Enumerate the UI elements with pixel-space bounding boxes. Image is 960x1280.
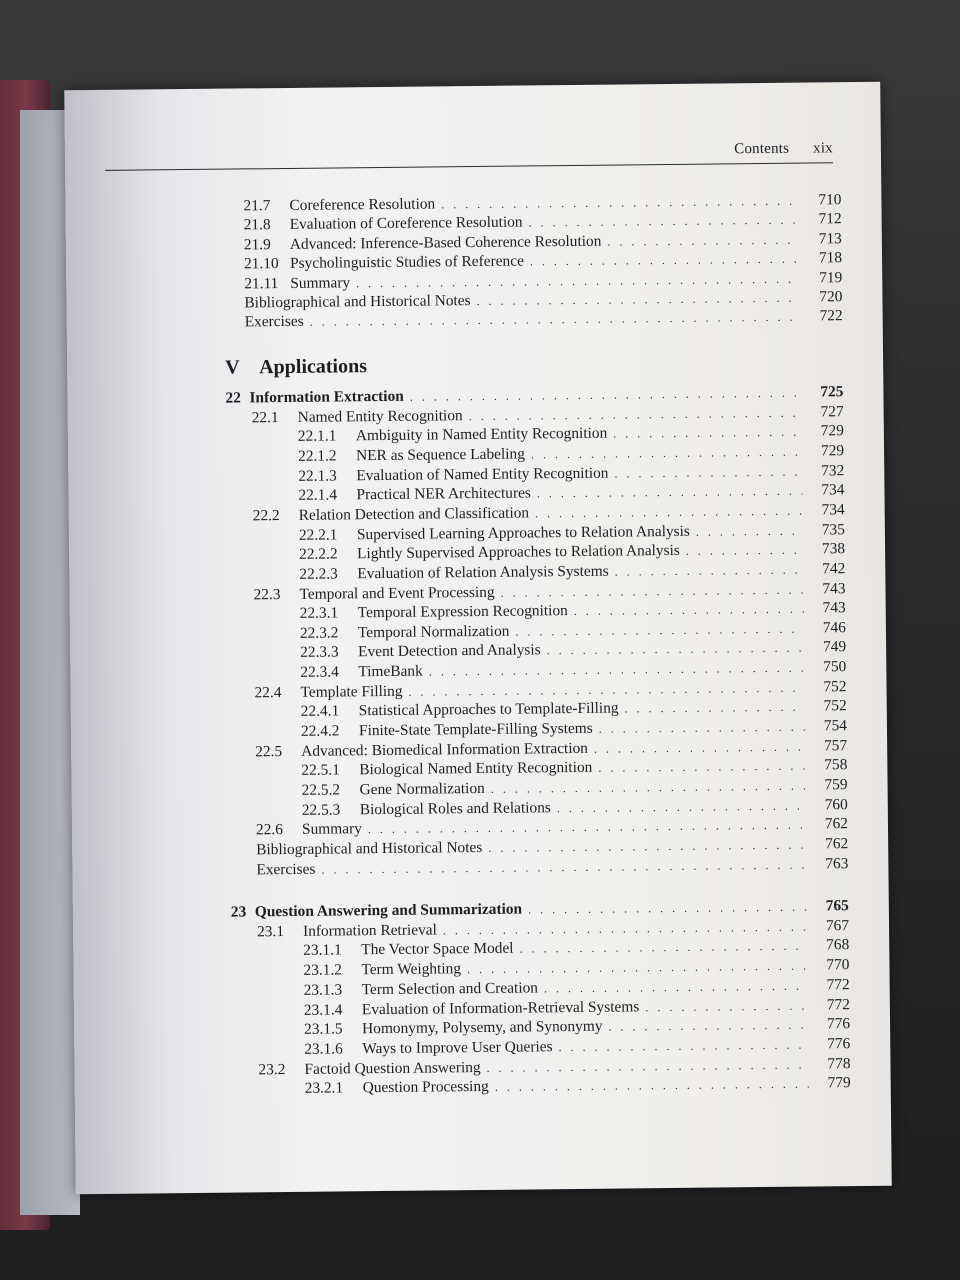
entry-page: 765 [825, 897, 849, 915]
entry-page: 779 [827, 1074, 851, 1092]
entry-number: 22.4 [254, 683, 282, 702]
entry-title: Ways to Improve User Queries [362, 1038, 553, 1058]
entry-number: 21.11 [244, 274, 279, 293]
entry-title: Question Processing [362, 1078, 489, 1097]
entry-page: 743 [822, 599, 846, 617]
entry-page: 732 [821, 461, 845, 479]
entry-title: Biological Roles and Relations [359, 798, 551, 818]
entry-page: 729 [820, 422, 844, 440]
leader-dots [321, 854, 806, 879]
entry-number: 22.5 [255, 742, 283, 761]
entry-number: 22.2 [252, 506, 280, 525]
entry-number: 22.1 [251, 408, 279, 426]
entry-title: Evaluation of Named Entity Recognition [356, 464, 609, 484]
entry-title: NER as Sequence Labeling [355, 445, 525, 465]
entry-page: 719 [819, 268, 843, 287]
entry-title: Statistical Approaches to Template-Filling [358, 699, 619, 720]
entry-number: 22.3 [253, 585, 281, 603]
entry-page: 759 [824, 776, 848, 794]
entry-title: Evaluation of Information-Retrieval Systems [361, 997, 640, 1018]
part-number: V [225, 356, 240, 379]
entry-page: 729 [820, 442, 845, 460]
entry-number: 23 [230, 903, 247, 921]
entry-page: 734 [821, 501, 845, 519]
entry-number: 23.1.3 [303, 981, 343, 999]
entry-page: 738 [821, 540, 846, 558]
leader-dots [608, 1015, 808, 1037]
entry-title: Template Filling [300, 682, 403, 701]
entry-number: 23.2 [258, 1060, 286, 1078]
entry-number: 22.5.3 [301, 801, 341, 819]
entry-number: 23.1.1 [303, 941, 342, 960]
entry-number: 22.4.2 [300, 722, 340, 740]
book-page [64, 82, 892, 1194]
entry-page: 722 [819, 307, 843, 325]
entry-number: 23.1.4 [303, 1000, 343, 1019]
entry-number: 22 [225, 389, 241, 407]
entry-page: 772 [826, 995, 850, 1013]
entry-page: 749 [822, 638, 847, 656]
leader-dots [310, 307, 801, 332]
entry-number: 23.1 [256, 922, 285, 941]
entry-number: 22.3.1 [299, 604, 339, 623]
entry-number: 23.2.1 [304, 1079, 344, 1098]
entry-page: 718 [818, 249, 843, 267]
entry-title: Information Retrieval [302, 921, 437, 940]
entry-number: 21.9 [243, 235, 271, 254]
entry-number: 22.3.4 [300, 663, 339, 681]
entry-number: 22.1.4 [298, 486, 338, 505]
entry-title: Temporal Expression Recognition [357, 602, 568, 622]
entry-title: Question Answering and Summarization [254, 900, 523, 921]
entry-number: 22.1.3 [298, 467, 337, 485]
entry-page: 778 [827, 1054, 851, 1072]
entry-title: Term Selection and Creation [361, 979, 539, 999]
entry-page: 754 [823, 717, 848, 735]
entry-title: Finite-State Template-Filling Systems [358, 719, 593, 740]
part-heading [225, 353, 367, 380]
entry-number: 23.1.5 [304, 1020, 343, 1039]
leader-dots [614, 461, 802, 483]
entry-title: Exercises [256, 860, 316, 878]
entry-page: 767 [825, 916, 850, 935]
leader-dots [624, 697, 804, 719]
entry-title: Gene Normalization [359, 779, 485, 799]
entry-page: 746 [822, 618, 846, 637]
entry-page: 752 [823, 697, 847, 715]
entry-title: Temporal and Event Processing [299, 583, 495, 603]
entry-number: 22.3.2 [299, 624, 339, 642]
entry-number: 22.2.1 [298, 526, 338, 544]
entry-title: The Vector Space Model [361, 940, 514, 959]
entry-number: 22.5.2 [301, 781, 341, 799]
entry-page: 710 [818, 191, 842, 209]
entry-page: 720 [819, 288, 843, 306]
entry-number: 21.8 [243, 216, 271, 234]
entry-page: 776 [827, 1035, 851, 1053]
entry-number: 21.7 [243, 197, 271, 215]
entry-page: 734 [821, 481, 845, 499]
leader-dots [645, 995, 808, 1017]
entry-title: Summary [290, 273, 351, 292]
entry-page: 758 [824, 756, 848, 774]
entry-page: 712 [818, 210, 842, 228]
entry-title: Information Extraction [249, 387, 404, 407]
entry-title: Factoid Question Answering [304, 1058, 481, 1078]
entry-page: 760 [824, 795, 848, 814]
entry-page: 752 [823, 677, 847, 696]
entry-number: 22.4.1 [300, 702, 340, 721]
entry-title: Advanced: Biomedical Information Extraction [301, 739, 589, 760]
leader-dots [594, 736, 805, 758]
leader-dots [696, 520, 803, 541]
entry-page: 763 [825, 854, 849, 872]
leader-dots [599, 717, 805, 739]
entry-page: 725 [820, 383, 844, 401]
entry-title: Supervised Learning Approaches to Relation Analysis [356, 522, 690, 543]
entry-page: 776 [826, 1015, 851, 1033]
entry-title: Evaluation of Relation Analysis Systems [357, 562, 609, 583]
entry-title: Lightly Supervised Approaches to Relation Analysis [357, 542, 680, 563]
leader-dots [495, 1074, 809, 1097]
entry-number: 22.1.1 [297, 427, 337, 446]
entry-number: 22.5.1 [301, 761, 340, 780]
entry-title: Exercises [244, 313, 304, 331]
entry-page: 770 [826, 956, 850, 974]
running-header [105, 136, 833, 171]
entry-title: Practical NER Architectures [356, 484, 531, 504]
entry-title: Temporal Normalization [357, 622, 510, 642]
entry-number: 23.1.2 [303, 961, 343, 979]
leader-dots [613, 422, 802, 444]
entry-title: Bibliographical and Historical Notes [244, 292, 471, 312]
entry-page: 757 [823, 736, 848, 755]
leader-dots [615, 559, 804, 581]
entry-page: 772 [826, 975, 850, 994]
leader-dots [598, 756, 805, 778]
entry-title: Event Detection and Analysis [358, 641, 541, 661]
entry-title: Evaluation of Coreference Resolution [289, 213, 523, 234]
entry-page: 713 [818, 229, 842, 248]
leader-dots [686, 540, 803, 561]
entry-title: Homonymy, Polysemy, and Synonymy [361, 1017, 603, 1038]
entry-page: 762 [824, 815, 849, 833]
entry-number: 22.6 [255, 821, 284, 839]
entry-title: Relation Detection and Classification [298, 504, 530, 524]
entry-title: Biological Named Entity Recognition [359, 759, 593, 779]
entry-page: 743 [822, 579, 846, 597]
entry-page: 750 [823, 658, 847, 676]
entry-number: 22.3.3 [300, 643, 339, 662]
entry-title: Ambiguity in Named Entity Recognition [355, 424, 608, 445]
entry-number: 22.2.3 [299, 565, 338, 583]
entry-number: 22.1.2 [297, 447, 337, 465]
entry-page: 742 [822, 559, 846, 578]
entry-page: 762 [824, 835, 849, 853]
entry-number: 23.1.6 [304, 1040, 343, 1058]
part-title: Applications [259, 355, 368, 379]
entry-title: TimeBank [358, 662, 423, 681]
entry-title: Advanced: Inference-Based Coherence Resolution [289, 232, 602, 253]
entry-title: Psycholinguistic Studies of Reference [289, 252, 524, 273]
entry-title: Bibliographical and Historical Notes [256, 838, 483, 859]
entry-number: 21.10 [243, 255, 279, 273]
entry-title: Named Entity Recognition [297, 406, 463, 426]
entry-page: 768 [826, 936, 850, 954]
header-page-number: xix [813, 140, 833, 157]
header-label: Contents [734, 140, 790, 158]
entry-title: Term Weighting [361, 960, 462, 979]
entry-title: Coreference Resolution [289, 195, 436, 214]
entry-page: 727 [820, 402, 844, 421]
entry-page: 735 [821, 520, 845, 538]
entry-title: Summary [301, 820, 362, 839]
entry-number: 22.2.2 [299, 545, 338, 564]
